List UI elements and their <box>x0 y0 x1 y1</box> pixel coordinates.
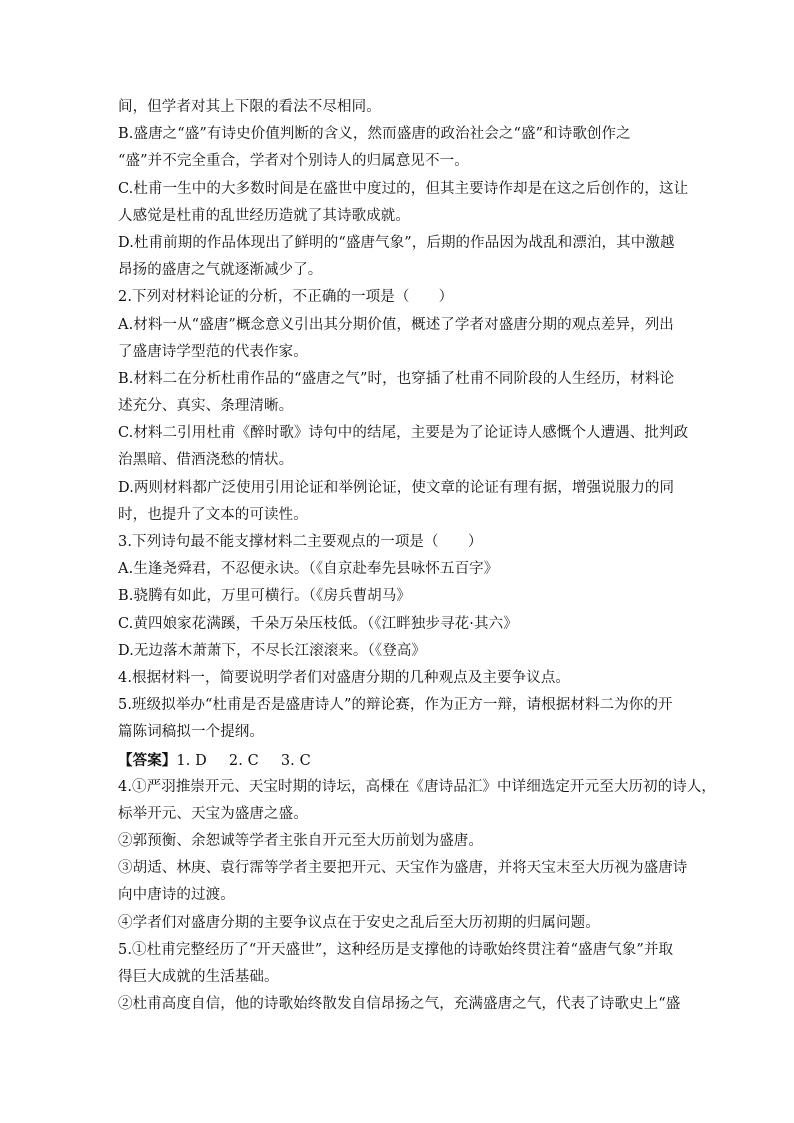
question-3: 3.下列诗句最不能支撑材料二主要观点的一项是（ ） <box>118 534 483 550</box>
document-body <box>118 94 717 1018</box>
option-c-line: C.杜甫一生中的大多数时间是在盛世中度过的，但其主要诗作却是在这之后创作的，这让 <box>118 180 689 197</box>
text-line: 向中唐诗的过渡。 <box>118 887 235 904</box>
option-b-line: B.材料二在分析杜甫作品的“盛唐之气”时，也穿插了杜甫不同阶段的人生经历，材料论 <box>118 370 675 387</box>
question-5: 5.班级拟举办“杜甫是否是盛唐诗人”的辩论赛，作为正方一辩，请根据材料二为你的开 <box>118 697 673 714</box>
text-line: 述充分、真实、条理清晰。 <box>118 398 294 415</box>
text-line: 治黑暗、借酒浇愁的情状。 <box>118 452 294 469</box>
answer-label: 【答案】 <box>118 751 177 769</box>
text-line: “盛”并不完全重合，学者对个别诗人的归属意见不一。 <box>118 153 469 170</box>
option-b-line: B.盛唐之“盛”有诗史价值判断的含义，然而盛唐的政治社会之“盛”和诗歌创作之 <box>118 126 631 143</box>
answer-3: 3. C <box>280 752 311 769</box>
option-c-line: C.黄四娘家花满蹊，千朵万朵压枝低。（《江畔独步寻花·其六》 <box>118 615 518 632</box>
answer-4-point-3: ③胡适、林庚、袁行霈等学者主要把开元、天宝作为盛唐，并将天宝末至大历视为盛唐诗 <box>118 860 688 877</box>
text-line: 时，也提升了文本的可读性。 <box>118 506 308 523</box>
option-d-line: D.无边落木萧萧下，不尽长江滚滚来。（《登高》 <box>118 642 427 659</box>
text-line: 昂扬的盛唐之气就逐渐减少了。 <box>118 262 323 279</box>
answer-4-point-4: ④学者们对盛唐分期的主要争议点在于安史之乱后至大历初期的归属问题。 <box>118 914 600 931</box>
text-line: 得巨大成就的生活基础。 <box>118 969 279 985</box>
answer-4-point-1: 4.①严羽推崇开元、天宝时期的诗坛，高棅在《唐诗品汇》中详细选定开元至大历初的诗人， <box>118 778 717 795</box>
text-line: 人感觉是杜甫的乱世经历造就了其诗歌成就。 <box>118 207 410 224</box>
text-line: 间，但学者对其上下限的看法不尽相同。 <box>118 99 381 115</box>
answer-5-point-1: 5.①杜甫完整经历了“开天盛世”，这种经历是支撑他的诗歌始终贯注着“盛唐气象”并取 <box>118 941 674 958</box>
text-line: 了盛唐诗学型范的代表作家。 <box>118 343 308 360</box>
answer-key <box>118 747 678 774</box>
option-a-line: A.材料一从“盛唐”概念意义引出其分期价值，概述了学者对盛唐分期的观点差异，列出 <box>118 316 674 333</box>
text-line: 标举开元、天宝为盛唐之盛。 <box>118 805 308 822</box>
option-d-line: D.两则材料都广泛使用引用论证和举例论证，使文章的论证有理有据，增强说服力的同 <box>118 479 675 496</box>
question-2: 2.下列对材料论证的分析，不正确的一项是（ ） <box>118 289 454 306</box>
question-4: 4.根据材料一，简要说明学者们对盛唐分期的几种观点及主要争议点。 <box>118 669 571 686</box>
answer-1: 1. D <box>176 752 207 769</box>
answer-5-point-2: ②杜甫高度自信，他的诗歌始终散发自信昂扬之气，充满盛唐之气，代表了诗歌史上“盛 <box>118 996 681 1013</box>
text-line: 篇陈词稿拟一个提纲。 <box>118 724 264 741</box>
option-b-line: B.骁腾有如此，万里可横行。（《房兵曹胡马》 <box>118 588 411 605</box>
answer-4-point-2: ②郭预衡、余恕诚等学者主张自开元至大历前划为盛唐。 <box>118 833 483 850</box>
answer-2: 2. C <box>228 752 259 769</box>
option-c-line: C.材料二引用杜甫《醉时歌》诗句中的结尾，主要是为了论证诗人感慨个人遭遇、批判政 <box>118 425 689 442</box>
option-a-line: A.生逢尧舜君，不忍便永诀。（《自京赴奉先县咏怀五百字》 <box>118 561 499 578</box>
option-d-line: D.杜甫前期的作品体现出了鲜明的“盛唐气象”，后期的作品因为战乱和漂泊，其中激越 <box>118 234 675 251</box>
